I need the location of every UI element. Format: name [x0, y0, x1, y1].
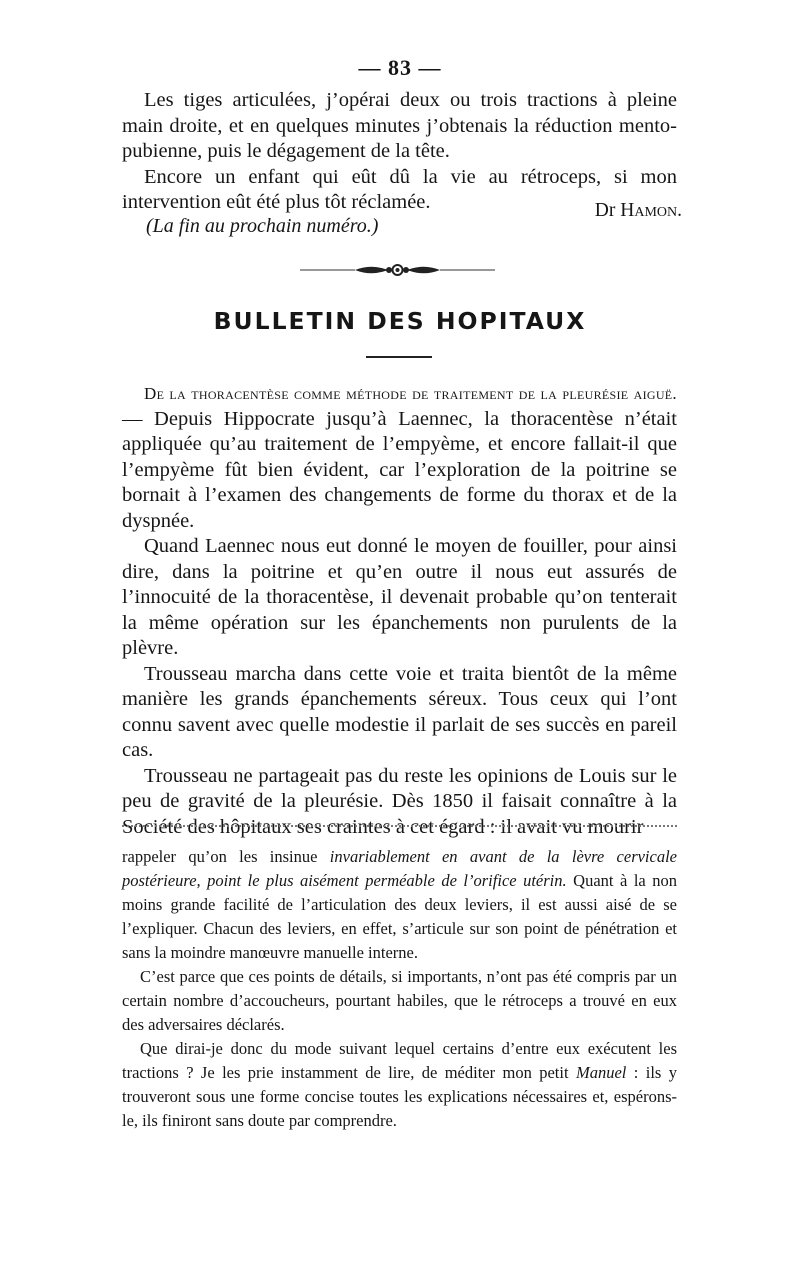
section-title: BULLETIN DES HOPITAUX: [213, 307, 587, 335]
author-signature: [595, 200, 682, 222]
paragraph: Trousseau ne partageait pas du reste les opinions de Louis sur le peu de gravité de la pleurésie. Dès 1850 il faisait connaître à la Société des hôpitaux ses craintes à cet égard : il avait vu mourir: [122, 764, 677, 838]
footnote-text: Que dirai-je donc du mode suivant lequel certains d’entre eux exécutent les tractions ? Je les prie instamment de lire, de méditer mon petit: [122, 1039, 677, 1082]
footnote-separator: [122, 825, 677, 827]
footnote-text: : ils y trouveront sous une forme concise toutes les explications nécessaires et, espérons-le, ils finiront sans doute par comprendre.: [122, 1063, 677, 1130]
title-rule: [366, 356, 432, 358]
page-number: — 83 —: [358, 55, 442, 80]
footnote-emphasis: Manuel: [575, 1063, 627, 1082]
paragraph: [122, 381, 677, 534]
signature-name: Hamon.: [620, 200, 682, 221]
paragraph: Trousseau marcha dans cette voie et traita bientôt de la même manière les grands épanchements séreux. Tous ceux qui l’ont connu savent avec quelle modestie il parlait de ses succès en pareil cas.: [122, 662, 677, 761]
paragraph-text: — Depuis Hippocrate jusqu’à Laennec, la thoracentèse n’était appliquée qu’au traitement de l’empyème, et encore fallait-il que l’empyème fût bien évident, car l’exploration de la poitrine se bornait à l’examen des changements de forme du thorax et de la dyspnée.: [122, 407, 677, 532]
footnote: [122, 845, 677, 1133]
paragraph: Quand Laennec nous eut donné le moyen de fouiller, pour ainsi dire, dans la poitrine et qu’en outre il nous eut assurés de l’innocuité de la thoracentèse, il devenait probable qu’on tenterait la même opération sur les épanchements non purulents de la plèvre.: [122, 535, 677, 659]
closing-paragraphs: [122, 88, 677, 216]
article-heading: De la thoracentèse comme méthode de traitement de la pleurésie aiguë.: [144, 384, 677, 403]
article-body: [122, 381, 677, 840]
ornament-divider: [300, 258, 495, 282]
footnote-text: Quant à la non moins grande facilité de l’articulation des deux leviers, il est aussi aisé de se l’expliquer. Chacun des leviers, en effet, s’articule sur son point de pénétration et sans la moindre manœuvre manuelle interne.: [122, 871, 677, 962]
footnote-paragraph: [122, 1037, 677, 1133]
footnote-text: rappeler qu’on les insinue: [122, 847, 330, 866]
to-be-continued-note: (La fin au prochain numéro.): [146, 215, 379, 237]
paragraph: Les tiges articulées, j’opérai deux ou trois tractions à pleine main droite, et en quelques minutes j’obtenais la réduction mento-pubienne, puis le dégagement de la tête.: [122, 89, 677, 162]
footnote-paragraph: [122, 845, 677, 965]
footnote-paragraph: C’est parce que ces points de détails, si importants, n’ont pas été compris par un certain nombre d’accoucheurs, pourtant habiles, que le rétroceps a trouvé en eux des adversaires déclarés.: [122, 967, 677, 1034]
signature-prefix: Dr: [594, 200, 616, 221]
paragraph: Encore un enfant qui eût dû la vie au rétroceps, si mon intervention eût été plus tôt réclamée.: [122, 165, 677, 213]
footnote-emphasis: invariablement en avant de la lèvre cervicale postérieure, point le plus aisément perméable de l’orifice utérin.: [122, 847, 678, 890]
